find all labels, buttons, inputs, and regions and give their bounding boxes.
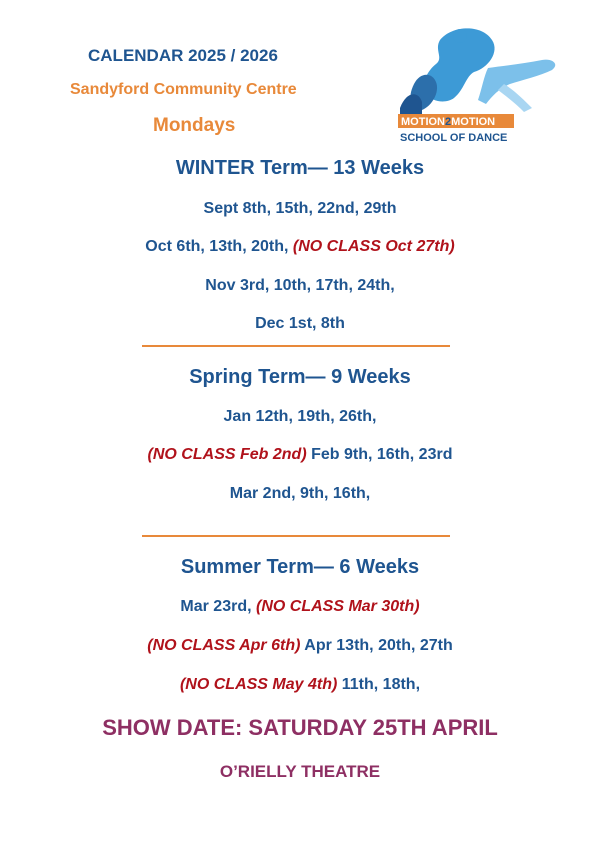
winter-oct-no-class: (NO CLASS Oct 27th) (292, 238, 455, 255)
spring-feb-dates: Feb 9th, 16th, 23rd (311, 446, 453, 463)
winter-nov-dates: Nov 3rd, 10th, 17th, 24th, (205, 277, 395, 294)
summer-apr-line (0, 637, 600, 655)
summer-apr-dates: Apr 13th, 20th, 27th (304, 637, 453, 654)
svg-text:MOTION2MOTION (401, 116, 495, 128)
winter-oct-line (0, 238, 600, 256)
show-date: SHOW DATE: SATURDAY 25TH APRIL (102, 715, 498, 740)
winter-oct-dates: Oct 6th, 13th, 20th, (145, 238, 289, 255)
summer-mar-dates: Mar 23rd, (180, 598, 252, 615)
summer-apr-no-class: (NO CLASS Apr 6th) (147, 637, 301, 654)
spring-feb-line (0, 446, 600, 464)
summer-may-line (0, 676, 600, 694)
divider-1 (142, 345, 450, 347)
spring-jan-dates: Jan 12th, 19th, 26th, (223, 408, 377, 425)
summer-may-no-class: (NO CLASS May 4th) (179, 676, 338, 693)
summer-mar-no-class: (NO CLASS Mar 30th) (256, 598, 420, 615)
logo-motion-a: MOTION (401, 116, 445, 128)
class-day: Mondays (153, 115, 236, 136)
dance-school-logo (392, 20, 562, 145)
winter-sept-dates: Sept 8th, 15th, 22nd, 29th (203, 200, 397, 217)
venue-name: Sandyford Community Centre (70, 81, 297, 98)
logo-motion-b: MOTION (451, 116, 496, 128)
divider-2 (142, 535, 450, 537)
winter-term-heading: WINTER Term— 13 Weeks (175, 157, 425, 179)
winter-dec-dates: Dec 1st, 8th (255, 315, 345, 332)
dancer-silhouette-icon (400, 28, 555, 114)
summer-term-heading: Summer Term— 6 Weeks (180, 556, 420, 578)
show-venue: O’RIELLY THEATRE (219, 762, 381, 781)
spring-term-heading: Spring Term— 9 Weeks (189, 366, 411, 388)
logo-mid: 2 (445, 116, 452, 128)
spring-mar-dates: Mar 2nd, 9th, 16th, (229, 485, 371, 502)
summer-may-dates: 11th, 18th, (341, 676, 421, 693)
calendar-title: CALENDAR 2025 / 2026 (88, 46, 278, 65)
spring-feb-no-class: (NO CLASS Feb 2nd) (147, 446, 307, 463)
logo-school-name: SCHOOL OF DANCE (400, 132, 508, 144)
summer-mar-line (0, 598, 600, 616)
